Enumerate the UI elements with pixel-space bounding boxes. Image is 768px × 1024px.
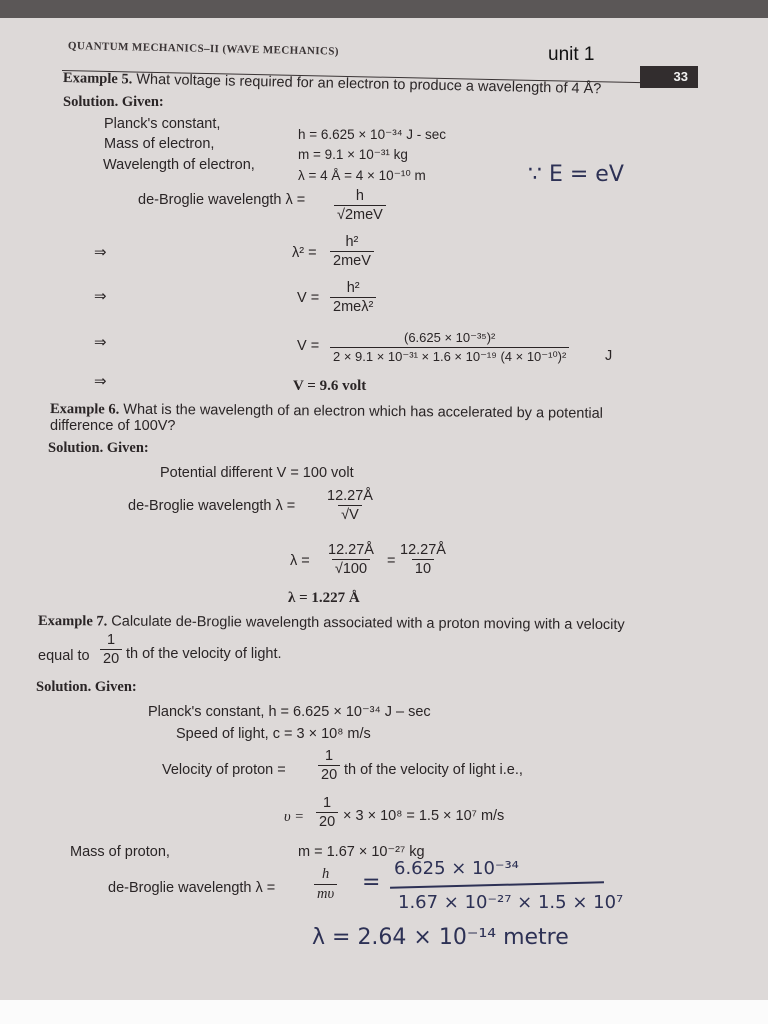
- given-value-mass: m = 9.1 × 10⁻³¹ kg: [298, 147, 408, 162]
- ex5-eq1-numerator: h: [355, 188, 364, 204]
- ex6-eq1-denominator: √V: [338, 505, 362, 523]
- ex7-planck: Planck's constant, h = 6.625 × 10⁻³⁴ J – sec: [148, 704, 431, 720]
- ex5-eq4-denominator: 2 × 9.1 × 10⁻³¹ × 1.6 × 10⁻¹⁹ (4 × 10⁻¹⁰)²: [330, 347, 569, 365]
- ex6-eq2-numerator-a: 12.27Å: [328, 542, 374, 558]
- page-bottom-edge: [0, 1000, 768, 1024]
- ex5-eq1-fraction: [334, 188, 386, 223]
- ex5-eq4-unit: J: [605, 348, 613, 364]
- ex6-eq2-denominator-a: √100: [332, 559, 370, 577]
- ex7-v-fraction-denominator: 20: [316, 812, 338, 830]
- implies-arrow: ⇒: [94, 244, 107, 261]
- ex7-eq-fraction: [314, 866, 337, 903]
- ex5-eq2-denominator: 2meV: [330, 251, 374, 269]
- implies-arrow: ⇒: [94, 334, 107, 351]
- example7-question-text: Calculate de-Broglie wavelength associated with a proton moving with a velocity: [111, 613, 625, 634]
- ex6-eq2-lhs: λ =: [290, 553, 310, 569]
- example5-heading: Example 5.: [62, 70, 133, 88]
- ex5-eq2-lhs: λ² =: [292, 245, 317, 261]
- ex6-result: λ = 1.227 Å: [288, 590, 360, 606]
- ex7-question-fraction: [100, 632, 122, 667]
- ex7-speed-light: Speed of light, c = 3 × 10⁸ m/s: [176, 726, 371, 742]
- handwritten-result: λ = 2.64 × 10⁻¹⁴ metre: [312, 925, 569, 950]
- ex6-eq1-numerator: 12.27Å: [327, 488, 373, 504]
- example5-solution-label: Solution. Given:: [63, 94, 164, 110]
- ex7-debroglie-label: de-Broglie wavelength λ =: [108, 880, 276, 896]
- example6-solution-label: Solution. Given:: [48, 440, 149, 456]
- ex5-eq2-numerator: h²: [345, 234, 359, 250]
- ex7-eq-numerator: h: [321, 866, 330, 882]
- ex5-result: V = 9.6 volt: [293, 378, 367, 394]
- ex7-v-lhs: υ =: [284, 809, 305, 825]
- ex6-debroglie-label: de-Broglie wavelength λ =: [128, 498, 296, 514]
- handwritten-equals: =: [362, 870, 381, 895]
- given-label-planck: Planck's constant,: [104, 116, 221, 132]
- implies-arrow: ⇒: [94, 288, 107, 305]
- ex6-eq2-fraction-a: [325, 542, 377, 577]
- given-label-mass: Mass of electron,: [104, 136, 215, 152]
- handwritten-denominator: 1.67 × 10⁻²⁷ × 1.5 × 10⁷: [398, 892, 624, 913]
- ex5-eq3-fraction: [330, 280, 376, 315]
- example7-heading: Example 7.: [37, 613, 108, 630]
- running-title: QUANTUM MECHANICS–II (WAVE MECHANICS): [67, 40, 340, 58]
- page-number: 33: [640, 66, 698, 88]
- ex5-eq3-lhs: V =: [297, 290, 320, 306]
- ex5-debroglie-label: de-Broglie wavelength λ =: [138, 192, 306, 208]
- example6-question-text: What is the wavelength of an electron which has accelerated by a potential: [123, 401, 603, 422]
- ex5-eq4-lhs: V =: [297, 338, 320, 354]
- ex5-eq3-numerator: h²: [346, 280, 360, 296]
- ex7-v-rhs: × 3 × 10⁸ = 1.5 × 10⁷ m/s: [343, 808, 505, 824]
- ex7-question-pre: equal to: [38, 648, 90, 664]
- ex7-v-fraction-numerator: 1: [323, 795, 332, 811]
- ex6-eq1-fraction: [324, 488, 376, 523]
- ex5-eq4-fraction: [330, 330, 569, 365]
- handwritten-numerator: 6.625 × 10⁻³⁴: [394, 858, 519, 879]
- example7-solution-label: Solution. Given:: [36, 679, 137, 695]
- ex5-eq4-numerator: (6.625 × 10⁻³⁵)²: [403, 330, 496, 345]
- implies-arrow: ⇒: [94, 373, 107, 390]
- ex7-velocity-fraction-denominator: 20: [318, 765, 340, 783]
- ex7-question-post: th of the velocity of light.: [126, 646, 282, 662]
- ex6-eq2-numerator-b: 12.27Å: [400, 542, 446, 558]
- ex5-eq1-denominator: √2meV: [334, 205, 386, 223]
- example6-heading: Example 6.: [49, 401, 120, 418]
- ex6-eq2-fraction-b: [397, 542, 449, 577]
- ex7-v-fraction: [316, 795, 338, 830]
- ex6-given-potential: Potential different V = 100 volt: [160, 465, 354, 481]
- ex7-velocity-fraction: [318, 748, 340, 783]
- ex7-velocity-fraction-numerator: 1: [325, 748, 334, 764]
- ex5-eq2-fraction: [330, 234, 374, 269]
- ex7-velocity-label: Velocity of proton =: [162, 762, 286, 778]
- ex6-eq2-equals: =: [387, 553, 396, 569]
- ex7-mass-label: Mass of proton,: [70, 844, 170, 860]
- ex7-question-fraction-denominator: 20: [100, 649, 122, 667]
- given-value-wavelength: λ = 4 Å = 4 × 10⁻¹⁰ m: [298, 168, 426, 183]
- ex5-eq3-denominator: 2meλ²: [330, 297, 376, 315]
- example5-question-text: What voltage is required for an electron to produce a wavelength of 4 Å?: [136, 71, 602, 98]
- ex7-eq-denominator: mυ: [314, 884, 337, 903]
- given-label-wavelength: Wavelength of electron,: [103, 157, 255, 173]
- ex7-velocity-post: th of the velocity of light i.e.,: [344, 762, 523, 778]
- ex6-eq2-denominator-b: 10: [412, 559, 434, 577]
- example6-question-line2: difference of 100V?: [50, 418, 176, 434]
- given-value-planck: h = 6.625 × 10⁻³⁴ J - sec: [298, 127, 447, 142]
- ex7-question-fraction-numerator: 1: [107, 632, 116, 648]
- handwritten-unit-label: unit 1: [548, 44, 595, 65]
- ex7-mass-value: m = 1.67 × 10⁻²⁷ kg: [298, 844, 425, 860]
- handwritten-note-e-ev: ∵ E = eV: [528, 162, 624, 187]
